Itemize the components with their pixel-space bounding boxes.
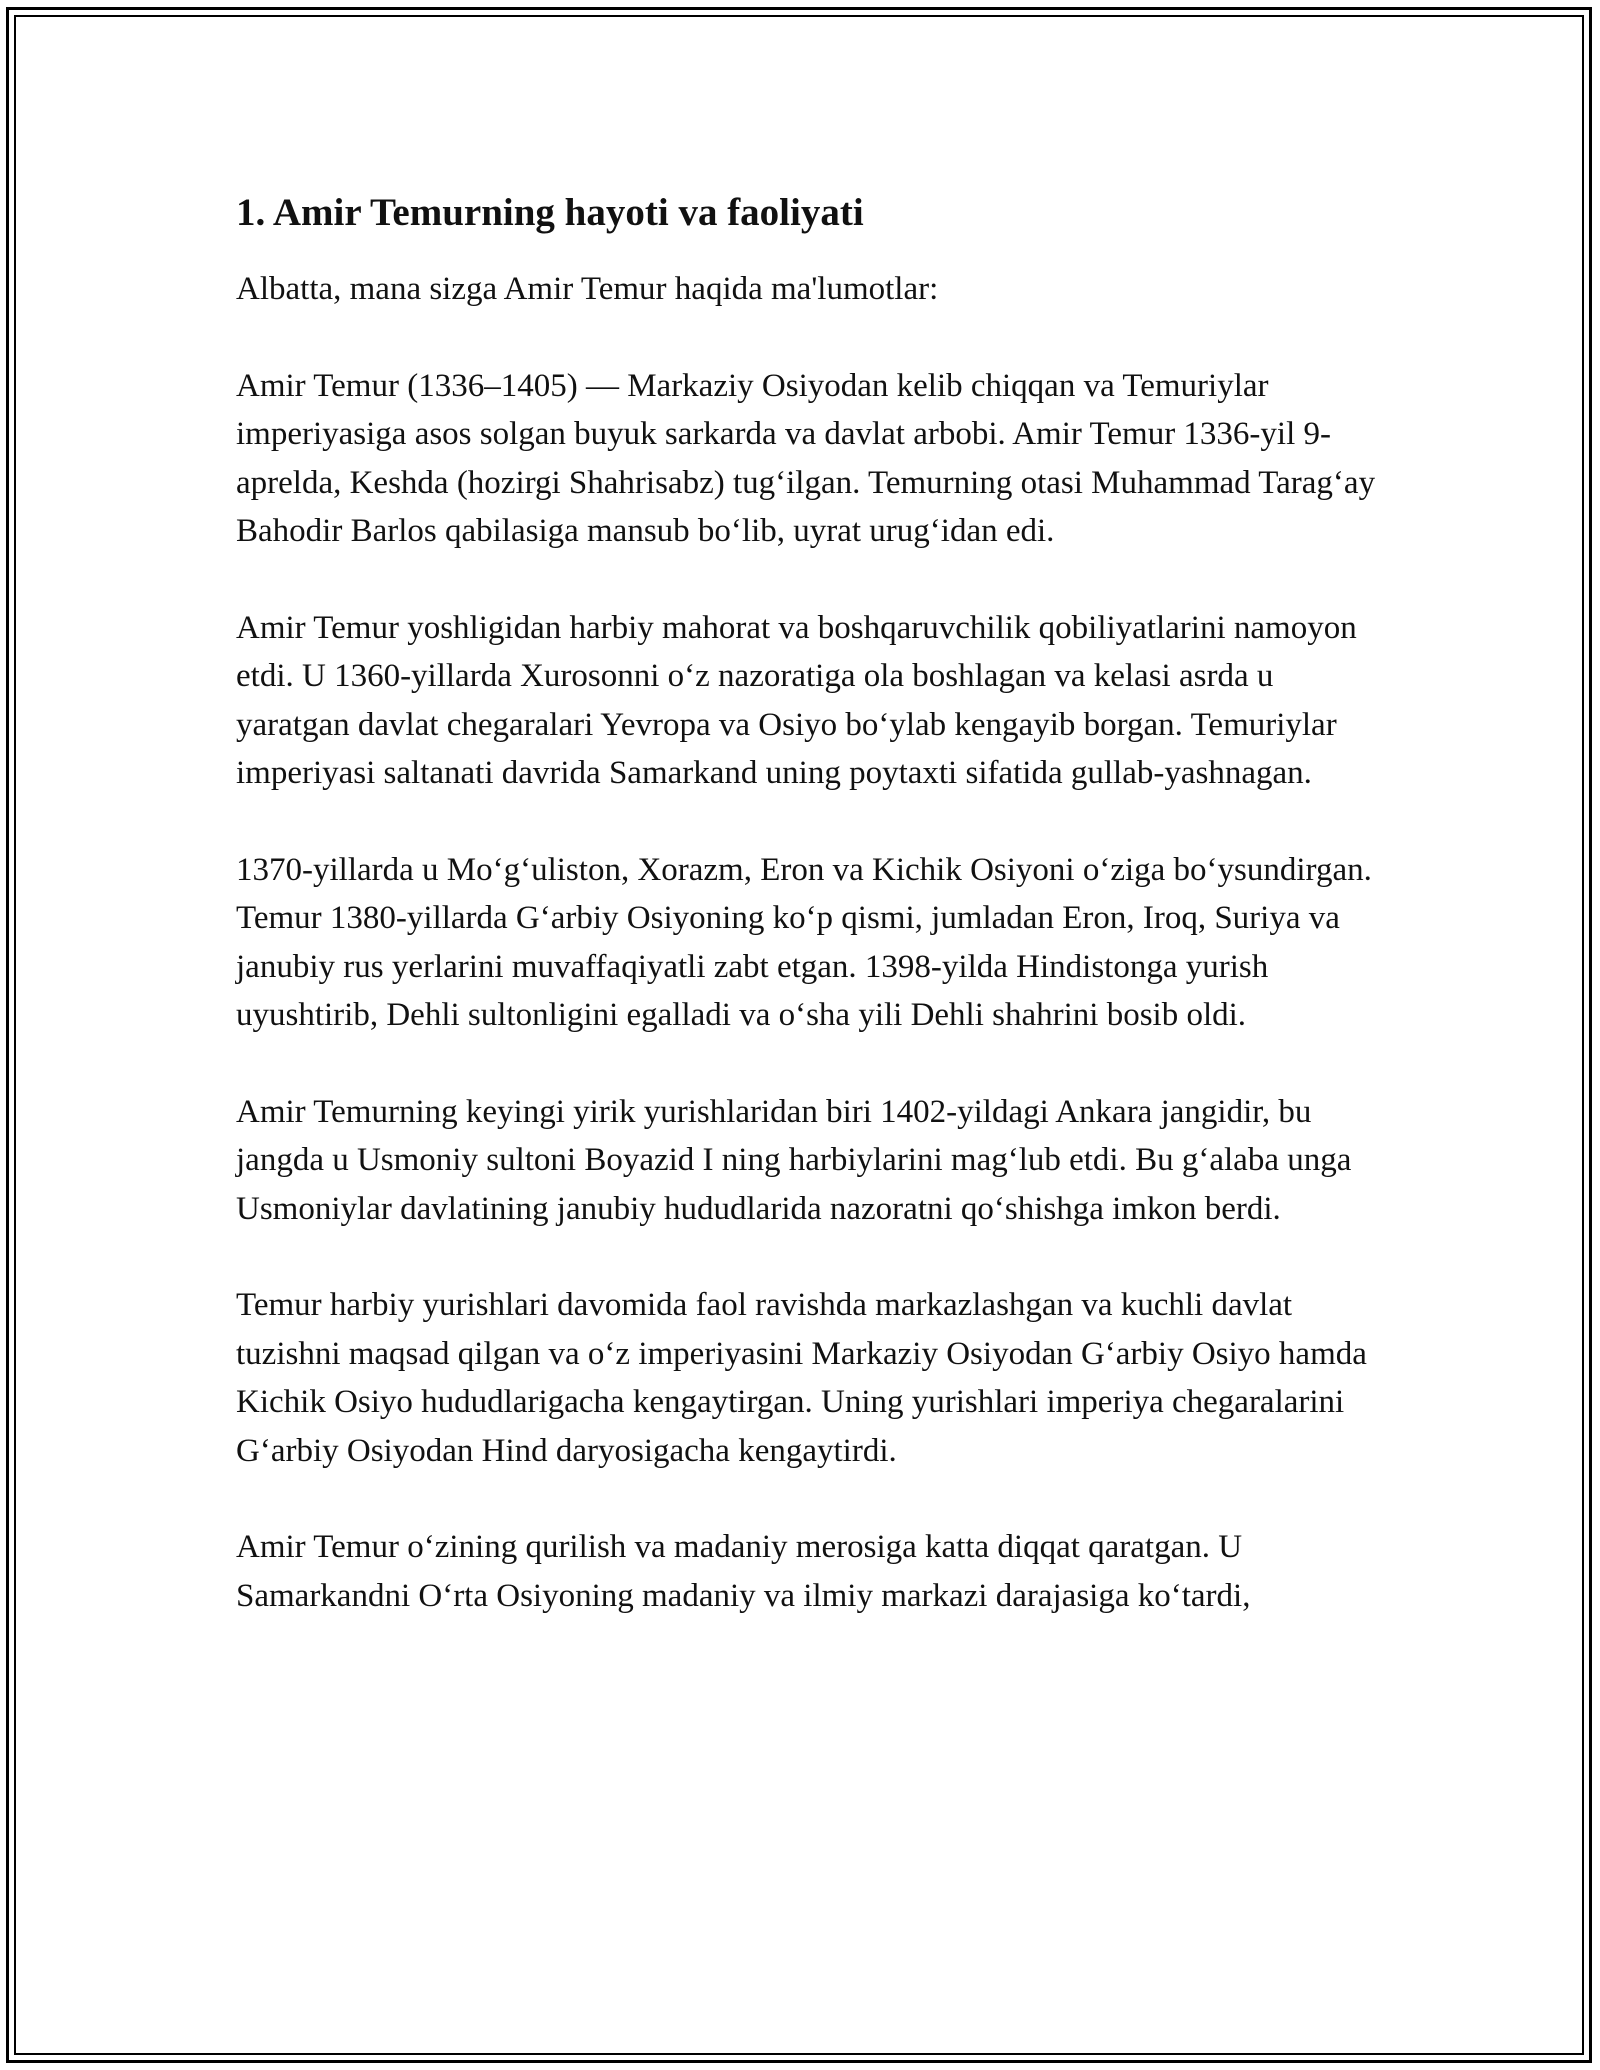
paragraph-birth: Amir Temur (1336–1405) — Markaziy Osiyodan kelib chiqqan va Temuriylar imperiyasiga asos solgan buyuk sarkarda va davlat arbobi. Amir Temur 1336-yil 9-aprelda, Keshda (hozirgi Shahrisabz) tug‘ilgan. Temurning otasi Muhammad Tarag‘ay Bahodir Barlos qabilasiga mansub bo‘lib, uyrat urug‘idan edi. [236,367,1376,549]
section-heading: 1. Amir Temurning hayoti va faoliyati [236,191,864,234]
paragraph-conquests: 1370-yillarda u Mo‘g‘uliston, Xorazm, Eron va Kichik Osiyoni o‘ziga bo‘ysundirgan. Temur 1380-yillarda G‘arbiy Osiyoning ko‘p qismi, jumladan Eron, Iroq, Suriya va janubiy rus yerlarini muvaffaqiyatli zabt etgan. 1398-yilda Hindistonga yurish uyushtirib, Dehli sultonligini egalladi va o‘sha yili Dehli shahrini bosib oldi. [236,851,1372,1033]
paragraph-empire: Temur harbiy yurishlari davomida faol ravishda markazlashgan va kuchli davlat tuzishni maqsad qilgan va o‘z imperiyasini Markaziy Osiyodan G‘arbiy Osiyo hamda Kichik Osiyo hududlarigacha kengaytirgan. Uning yurishlari imperiya chegaralarini G‘arbiy Osiyodan Hind daryosigacha kengaytirdi. [236,1287,1367,1469]
document-body [236,185,1376,1668]
paragraph-culture: Amir Temur o‘zining qurilish va madaniy merosiga katta diqqat qaratgan. U Samarkandni O‘rta Osiyoning madaniy va ilmiy markazi darajasiga ko‘tardi, [236,1529,1251,1614]
intro-paragraph: Albatta, mana sizga Amir Temur haqida ma'lumotlar: [236,271,939,307]
paragraph-youth: Amir Temur yoshligidan harbiy mahorat va boshqaruvchilik qobiliyatlarini namoyon etdi. U 1360-yillarda Xurosonni o‘z nazoratiga ola boshlagan va kelasi asrda u yaratgan davlat chegaralari Yevropa va Osiyo bo‘ylab kengayib borgan. Temuriylar imperiyasi saltanati davrida Samarkand uning poytaxti sifatida gullab-yashnagan. [236,609,1357,791]
paragraph-ankara: Amir Temurning keyingi yirik yurishlaridan biri 1402-yildagi Ankara jangidir, bu jangda u Usmoniy sultoni Boyazid I ning harbiylarini mag‘lub etdi. Bu g‘alaba unga Usmoniylar davlatining janubiy hududlarida nazoratni qo‘shishga imkon berdi. [236,1093,1352,1227]
